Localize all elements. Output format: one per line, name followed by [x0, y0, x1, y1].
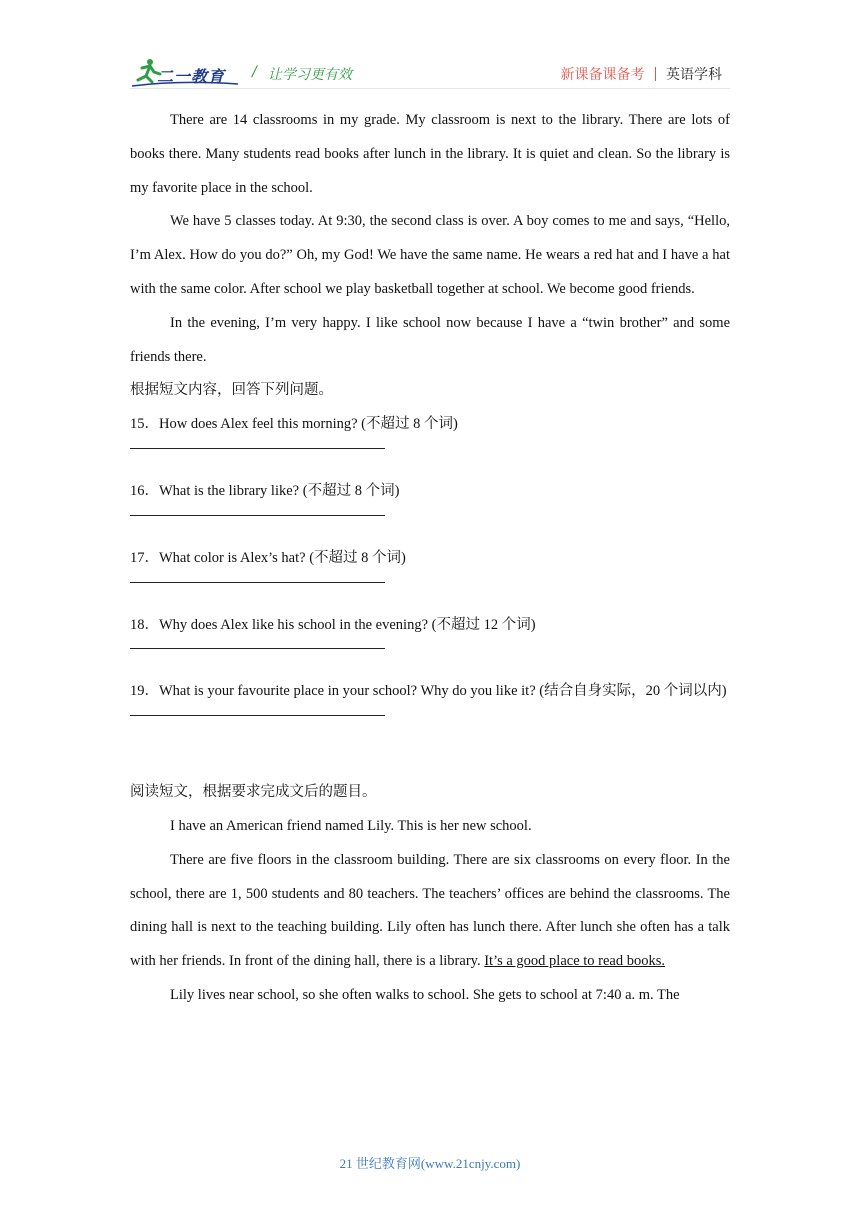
- section-gap: [130, 742, 730, 776]
- document-body: [130, 104, 730, 1013]
- passage1-paragraph: In the evening, I’m very happy. I like school now because I have a “twin brother” and some friends there.: [130, 314, 730, 365]
- passage2-paragraph: [130, 844, 730, 979]
- answer-line-16[interactable]: [130, 515, 385, 516]
- underlined-sentence: It’s a good place to read books.: [484, 953, 666, 970]
- answer-line-17[interactable]: [130, 582, 385, 583]
- slogan: 让学习更有效: [268, 67, 352, 83]
- question-19: 19．What is your favourite place in your school? Why do you like it? (结合自身实际，20 个词以内): [130, 683, 727, 700]
- instruction-text: 根据短文内容，回答下列问题。: [130, 382, 333, 399]
- header-subject: [561, 64, 723, 84]
- question-16: 16．What is the library like? (不超过 8 个词): [130, 482, 400, 499]
- answer-line-19[interactable]: [130, 715, 385, 716]
- question-15: 15．How does Alex feel this morning? (不超过 8 个词): [130, 416, 458, 433]
- header-rule: [130, 88, 730, 89]
- passage1-paragraph: We have 5 classes today. At 9:30, the second class is over. A boy comes to me and says, “Hello, I’m Alex. How do you do?” Oh, my God! We have the same name. He wears a red hat and I have a hat with the same color. After school we play basketball together at school. We become good friends.: [130, 213, 730, 297]
- header-divider: [655, 67, 657, 81]
- page-header: [130, 56, 730, 90]
- instruction-text: 阅读短文，根据要求完成文后的题目。: [130, 784, 377, 801]
- header-course-label: 新课备课备考: [560, 67, 645, 83]
- logo: [130, 56, 240, 90]
- passage2-text: There are five floors in the classroom building. There are six classrooms on every floor. In the school, there are 1, 500 students and 80 teachers. The teachers’ offices are behind the classrooms. The dining hall is next to the teaching building. Lily often has lunch there. After lunch she often has a talk with her friends. In front of the dining hall, there is a library.: [130, 851, 730, 970]
- passage2-paragraph: Lily lives near school, so she often walks to school. She gets to school at 7:40 a. m. The: [170, 986, 680, 1003]
- slogan-separator: /: [252, 64, 257, 80]
- passage2-paragraph: I have an American friend named Lily. This is her new school.: [170, 817, 532, 834]
- header-subject-label: 英语学科: [666, 67, 722, 83]
- passage1-paragraph: There are 14 classrooms in my grade. My classroom is next to the library. There are lots of books there. Many students read books after lunch in the library. It is quiet and clean. So the library is my favorite place in the school.: [130, 112, 730, 196]
- page-footer[interactable]: 21 世纪教育网(www.21cnjy.com): [339, 1156, 521, 1171]
- question-18: 18．Why does Alex like his school in the evening? (不超过 12 个词): [130, 616, 536, 633]
- logo-text: 二一教育: [157, 67, 226, 86]
- answer-line-15[interactable]: [130, 448, 385, 449]
- answer-line-18[interactable]: [130, 648, 385, 649]
- question-17: 17．What color is Alex’s hat? (不超过 8 个词): [130, 549, 406, 566]
